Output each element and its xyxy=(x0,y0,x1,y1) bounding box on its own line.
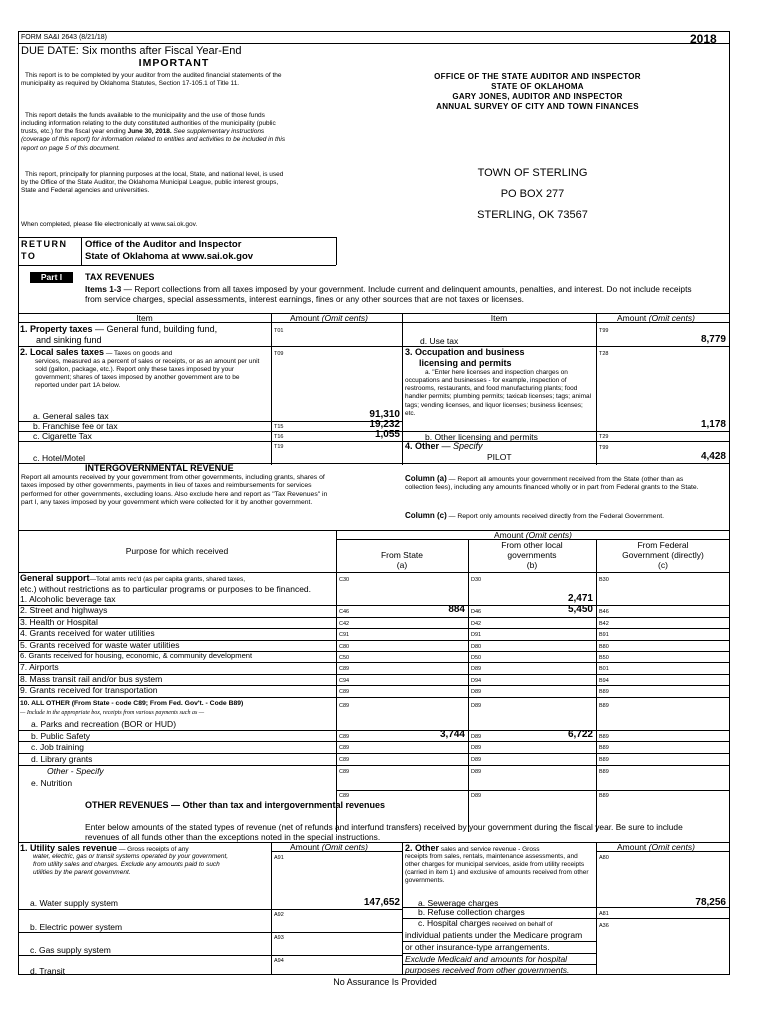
ig-row-label: 5. Grants received for waste water utilities xyxy=(20,639,180,650)
from-state: From State xyxy=(380,550,424,560)
row-line xyxy=(18,605,730,606)
code-c: B01 xyxy=(599,666,609,673)
office-line-1: OFFICE OF THE STATE AUDITOR AND INSPECTOR xyxy=(434,72,641,81)
general-support-line2: etc.) without restrictions as to particular programs or purposes to be financed. xyxy=(20,584,312,594)
sewerage-label: a. Sewerage charges xyxy=(418,898,499,908)
cigarette-value: 1,055 xyxy=(374,429,400,440)
code-t99b: T99 xyxy=(599,445,609,451)
code-a92: A92 xyxy=(274,912,284,918)
local-sales-note: services, measured as a percent of sales or receipts, or as an amount per unit sold (gallon, package, etc.). Report only these taxes imposed by your government; shares of taxes imposed by another government are to be reported under part 1A below. xyxy=(35,358,260,390)
code-b89-10: B89 xyxy=(599,703,609,709)
code-b: D42 xyxy=(471,620,482,627)
code-a36: A36 xyxy=(599,923,609,929)
code-b: D89 xyxy=(471,689,482,696)
amount-text-left: Amount xyxy=(290,313,320,323)
or-amount-line-left xyxy=(271,851,402,852)
code-t19: T19 xyxy=(274,444,284,450)
code-c: B94 xyxy=(599,677,609,684)
col-c-text: — Report only amounts received directly from the Federal Government. xyxy=(446,513,664,520)
header-divider xyxy=(18,43,730,44)
code-a: C80 xyxy=(339,643,350,650)
code-a93: A93 xyxy=(274,935,284,941)
gas-label: c. Gas supply system xyxy=(30,945,111,955)
tax-col-amount-right xyxy=(617,313,695,323)
property-taxes-label xyxy=(20,324,217,335)
hotel-label: c. Hotel/Motel xyxy=(33,453,85,463)
or-other-rest: sales and service revenue - Gross xyxy=(439,846,540,853)
office-line-4: ANNUAL SURVEY OF CITY AND TOWN FINANCES xyxy=(436,102,639,111)
code-a: C91 xyxy=(339,632,350,639)
or-amount-left: Amount xyxy=(290,842,320,852)
omit-text-left: (Omit cents) xyxy=(321,313,368,323)
code-a: C94 xyxy=(339,677,350,684)
or-omit-left: (Omit cents) xyxy=(321,842,368,852)
sewerage-value: 78,256 xyxy=(695,897,726,908)
items-text: — Report collections from all taxes imposed by your government. Include current and delinquent amounts, penalties, and interest. Do not include receipts from service charges, special assessments, interest earnings, fines or any other sources that are not taxes or licenses. xyxy=(85,284,692,305)
ig-row-label: 1. Alcoholic beverage tax xyxy=(20,594,116,604)
code-b89-os: B89 xyxy=(599,769,609,775)
or-omit-right: (Omit cents) xyxy=(648,842,695,852)
col-b-label: (b) xyxy=(526,560,538,571)
important-heading: IMPORTANT xyxy=(138,57,210,69)
transit-label: d. Transit xyxy=(30,966,65,976)
code-c: B46 xyxy=(599,609,609,616)
tax-col-item-left: Item xyxy=(136,313,153,323)
other10-note: — Include in the appropriate box, receipts from various payments such as — xyxy=(20,710,205,716)
code-c: B91 xyxy=(599,632,609,639)
intro-p2b: June 30, 2018. xyxy=(127,128,172,136)
water-label: a. Water supply system xyxy=(30,898,119,908)
return-label xyxy=(21,239,68,262)
hospital-line4: Exclude Medicaid and amounts for hospital xyxy=(405,954,568,964)
return-right xyxy=(336,237,337,265)
water-value: 147,652 xyxy=(363,897,400,908)
return-text-1: Office of the Auditor and Inspector xyxy=(85,239,242,250)
intergov-left-note: Report all amounts received by your government from other governments, including grants, shares of taxes imposed by other governments, payments in lieu of taxes and reimbursements for services performed for other governments, excluding loans. Also exclude here and report as "Tax Revenues" in part I, any taxes imposed by your government which were collected for it by another government. xyxy=(21,474,328,507)
property-bold: 1. Property taxes xyxy=(20,324,93,334)
code-d89-ps: D89 xyxy=(471,734,482,740)
ig-amount-header xyxy=(336,530,730,540)
code-d89-10: D89 xyxy=(471,703,482,709)
other-specify-label: Other - Specify xyxy=(47,766,104,776)
code-c89-10: C89 xyxy=(339,703,350,709)
code-t09: T09 xyxy=(274,351,284,357)
code-c89-jt: C89 xyxy=(339,745,350,751)
use-tax-label: d. Use tax xyxy=(420,336,459,346)
row-line xyxy=(18,909,402,910)
code-b89-ps: B89 xyxy=(599,734,609,740)
general-bold: General support xyxy=(20,573,90,583)
intro-p2a: This report details the funds available to the municipality and the use of those funds including information relating to the duty constituted authorities of the municipality (public trusts, etc.) for the fiscal year ending xyxy=(21,112,276,136)
return-address xyxy=(85,239,253,264)
code-a94: A94 xyxy=(274,958,284,964)
code-general-a: C30 xyxy=(339,577,350,583)
ig-omit: (Omit cents) xyxy=(525,530,572,540)
row-line xyxy=(18,730,730,731)
local-rest: — Taxes on goods and xyxy=(104,350,173,357)
general-sales-label: a. General sales tax xyxy=(33,411,109,421)
from-fed-1: From Federal xyxy=(637,540,689,550)
code-d89-os: D89 xyxy=(471,769,482,775)
code-a: C46 xyxy=(339,609,350,616)
hospital-line3: or other insurance-type arrangements. xyxy=(405,942,550,952)
row-line xyxy=(18,765,730,766)
local-sales-label xyxy=(20,347,172,358)
hospital-line5: purposes received from other governments. xyxy=(405,965,570,975)
or-col3 xyxy=(596,842,597,975)
due-date: DUE DATE: Six months after Fiscal Year-End xyxy=(21,45,242,57)
tax-col3 xyxy=(596,313,597,465)
general-sales-value: 91,310 xyxy=(369,409,400,420)
other-rev-title: OTHER REVENUES — Other than tax and intergovernmental revenues xyxy=(85,800,386,810)
code-t16: T16 xyxy=(274,434,284,440)
occupation-value: 1,178 xyxy=(700,419,726,430)
other10-label: 10. ALL OTHER (From State - code C89; From Fed. Gov't. - Code B89) xyxy=(20,700,244,707)
form-id: FORM SA&I 2643 (8/21/18) xyxy=(21,34,107,41)
public-safety-label: b. Public Safety xyxy=(31,731,91,741)
intro-paragraph-3: This report, principally for planning purposes at the local, State, and national level, is used by the Office of the State Auditor, the Oklahoma Municipal League, public interest groups, State and Federal agencies and universities. xyxy=(21,171,284,195)
occ-bold-1: 3. Occupation and business xyxy=(405,347,525,357)
franchise-value: 19,232 xyxy=(369,419,400,430)
code-general-b: D30 xyxy=(471,577,482,583)
code-c: B50 xyxy=(599,655,609,661)
other-specify: — Specify xyxy=(439,441,483,451)
code-c: B89 xyxy=(599,689,609,696)
ig-row-label: 4. Grants received for water utilities xyxy=(20,628,155,639)
code-a: C42 xyxy=(339,620,350,627)
col-c-bold: Column (c) xyxy=(405,511,447,520)
intro-paragraph-1: This report is to be completed by your auditor from the audited financial statements of the municipality as required by Oklahoma Statutes, Section 17-105.1 of Title 11. xyxy=(21,72,282,88)
address-name: TOWN OF STERLING xyxy=(477,167,588,179)
intergov-col-a-note xyxy=(405,474,705,493)
intergov-title: INTERGOVERNMENTAL REVENUE xyxy=(85,463,234,473)
occupation-label xyxy=(405,347,525,370)
other-sales-note: receipts from sales, rentals, maintenance assessments, and other charges for municipal services, aside from utility receipts (carried in item 1) and exclusive of amounts received from other governments. xyxy=(405,853,589,885)
footer-assurance: No Assurance Is Provided xyxy=(333,977,437,987)
code-c89-nu: C89 xyxy=(339,793,350,799)
from-fed-2: Government (directly) xyxy=(622,550,704,561)
library-label: d. Library grants xyxy=(31,754,93,764)
ig-row-label: 6. Grants received for housing, economic, & community development xyxy=(20,651,253,660)
row-line xyxy=(18,932,402,933)
ig-row-label: 3. Health or Hospital xyxy=(20,616,98,627)
ig-amount: Amount xyxy=(494,530,524,540)
tax-col-item-right: Item xyxy=(490,313,508,323)
utility-note: water, electric, gas or transit systems operated by your government, from utility sales and charges. Exclude any amounts paid to such utilities by the parent government. xyxy=(33,853,229,877)
code-b89-lib: B89 xyxy=(599,757,609,763)
return-bottom-line xyxy=(18,265,336,266)
intro-paragraph-2 xyxy=(21,112,289,153)
franchise-label: b. Franchise fee or tax xyxy=(33,421,118,431)
code-b: D94 xyxy=(471,677,482,684)
tax-col1 xyxy=(271,313,272,465)
office-line-3: GARY JONES, AUDITOR AND INSPECTOR xyxy=(452,92,623,101)
public-safety-a: 3,744 xyxy=(439,729,465,740)
code-a: C89 xyxy=(339,666,350,673)
items-bold: Items 1-3 xyxy=(85,284,122,294)
ig-value-b: 2,471 xyxy=(567,593,593,604)
other-licensing-label: b. Other licensing and permits xyxy=(425,432,538,442)
code-a81: A81 xyxy=(599,911,609,917)
col-a-text: — Report all amounts your government received from the State (other than as collection fees), including any amounts financed wholly or in part from Federal grants to the State. xyxy=(405,476,699,492)
address-po: PO BOX 277 xyxy=(500,187,565,200)
tax-col-amount-left xyxy=(290,313,368,323)
code-b89-nu: B89 xyxy=(599,793,609,799)
address-block xyxy=(430,163,635,226)
util-bold: 1. Utility sales revenue xyxy=(20,843,118,853)
public-safety-b: 6,722 xyxy=(567,729,593,740)
return-label-2: TO xyxy=(21,250,37,261)
intro-paragraph-4: When completed, please file electronically at www.sai.ok.gov. xyxy=(21,221,198,228)
row-line xyxy=(18,441,402,442)
code-t99: T99 xyxy=(599,328,609,334)
hospital-line2: individual patients under the Medicare program xyxy=(405,930,583,940)
return-label-1: RETURN xyxy=(21,239,68,249)
code-b: D80 xyxy=(471,643,482,650)
other-tax-label xyxy=(405,441,483,452)
hospital-rest: received on behalf of xyxy=(490,921,553,928)
ig-col1 xyxy=(336,530,337,832)
code-a91: A91 xyxy=(274,855,284,861)
row-line xyxy=(18,617,730,618)
code-t29: T29 xyxy=(599,434,609,440)
code-c: B42 xyxy=(599,620,609,627)
part-label: Part I xyxy=(30,272,73,283)
row-line xyxy=(18,741,730,742)
row-line xyxy=(18,955,402,956)
occupation-note: a. "Enter here licenses and inspection charges on occupations and businesses - for example, inspection of restrooms, restaurants, and food manufacturing plants; food handler permits; plumbing permits; taxicab licenses; tags; animal tags; vending licenses, and liquor licenses; business licenses; etc. xyxy=(405,369,592,417)
code-a80: A80 xyxy=(599,855,609,861)
cigarette-label: c. Cigarette Tax xyxy=(33,431,92,441)
code-c89-os: C89 xyxy=(339,769,350,775)
code-t01: T01 xyxy=(274,328,284,334)
return-divider xyxy=(81,237,82,265)
hospital-text: c. Hospital charges xyxy=(418,918,491,928)
tax-col2 xyxy=(402,313,403,465)
row-line xyxy=(18,662,730,663)
ig-purpose-header: Purpose for which received xyxy=(125,546,229,556)
address-city: STERLING, OK 73567 xyxy=(477,208,588,221)
from-local-2: governments xyxy=(507,550,557,561)
form-year: 2018 xyxy=(690,32,717,46)
code-c89-lib: C89 xyxy=(339,757,350,763)
refuse-label: b. Refuse collection charges xyxy=(418,907,525,917)
general-rest: —Total amts rec'd (as per capita grants, shared taxes, xyxy=(89,576,246,583)
ig-from-state xyxy=(336,550,468,570)
general-support-label xyxy=(20,573,245,584)
from-local-1: From other local xyxy=(501,540,563,550)
code-t28: T28 xyxy=(599,351,609,357)
ig-from-local xyxy=(468,540,596,571)
or-amount-right: Amount xyxy=(617,842,647,852)
code-d89-nu: D89 xyxy=(471,793,482,799)
nutrition-label: e. Nutrition xyxy=(31,778,73,788)
code-c: B80 xyxy=(599,643,609,650)
use-tax-value: 8,779 xyxy=(700,334,726,345)
local-bold: 2. Local sales taxes xyxy=(20,347,105,357)
office-title xyxy=(380,72,695,112)
code-b: D50 xyxy=(471,655,482,661)
electric-label: b. Electric power system xyxy=(30,922,123,932)
amount-text-right: Amount xyxy=(617,313,647,323)
or-other-bold: 2. Other xyxy=(405,843,440,853)
row-line xyxy=(18,753,730,754)
omit-text-right: (Omit cents) xyxy=(648,313,695,323)
job-training-label: c. Job training xyxy=(31,742,84,752)
or-col2 xyxy=(402,842,403,975)
ig-row-label: 7. Airports xyxy=(20,662,59,673)
intergov-col-c-note xyxy=(405,511,705,521)
code-a: C50 xyxy=(339,655,350,661)
hospital-label xyxy=(418,918,552,929)
code-a: C89 xyxy=(339,689,350,696)
ig-row-label: 2. Street and highways xyxy=(20,605,108,616)
col-a-bold: Column (a) xyxy=(405,474,447,483)
code-general-c: B30 xyxy=(599,577,609,583)
other-rev-intro: Enter below amounts of the stated types of revenue (net of refunds and interfund transfers) received by your government during the fiscal year. Be sure to include revenues of all funds other than the exceptions noted in the special instructions. xyxy=(85,822,683,842)
part-title: TAX REVENUES xyxy=(85,272,155,282)
property-taxes-line2: and sinking fund xyxy=(36,335,102,345)
ig-value-a: 884 xyxy=(448,604,465,616)
code-b: D91 xyxy=(471,632,482,639)
code-b89-jt: B89 xyxy=(599,745,609,751)
row-line xyxy=(336,790,730,791)
util-rest: — Gross receipts of any xyxy=(117,846,189,853)
pilot-value: 4,428 xyxy=(700,451,726,462)
code-d89-jt: D89 xyxy=(471,745,482,751)
ig-value-b: 5,450 xyxy=(567,604,593,616)
ig-row-label: 9. Grants received for transportation xyxy=(20,685,158,696)
code-t15: T15 xyxy=(274,424,284,430)
col-a-label: (a) xyxy=(396,560,408,571)
ig-row-label: 8. Mass transit rail and/or bus system xyxy=(20,673,163,684)
col-c-label: (c) xyxy=(658,560,668,571)
return-top-line xyxy=(18,237,336,238)
code-b: D46 xyxy=(471,609,482,616)
occ-bold-2: licensing and permits xyxy=(419,358,512,369)
part-instructions xyxy=(85,284,700,304)
office-line-2: STATE OF OKLAHOMA xyxy=(491,82,584,91)
or-amount-line-right xyxy=(596,851,730,852)
code-d89-lib: D89 xyxy=(471,757,482,763)
property-rest: — General fund, building fund, xyxy=(92,324,218,334)
intro-p2c: See supplementary instructions (coverage of this report) for information related to entities and activities to be included in this report on page 5 of this document. xyxy=(21,128,286,152)
code-b: D89 xyxy=(471,666,482,673)
code-c89-ps: C89 xyxy=(339,734,350,740)
row-line xyxy=(18,697,730,698)
return-text-2: State of Oklahoma at www.sai.ok.gov xyxy=(85,251,254,263)
parks-label: a. Parks and recreation (BOR or HUD) xyxy=(31,719,177,729)
pilot-label: PILOT xyxy=(487,452,512,462)
other-bold: 4. Other xyxy=(405,441,440,451)
ig-from-federal xyxy=(596,540,730,571)
